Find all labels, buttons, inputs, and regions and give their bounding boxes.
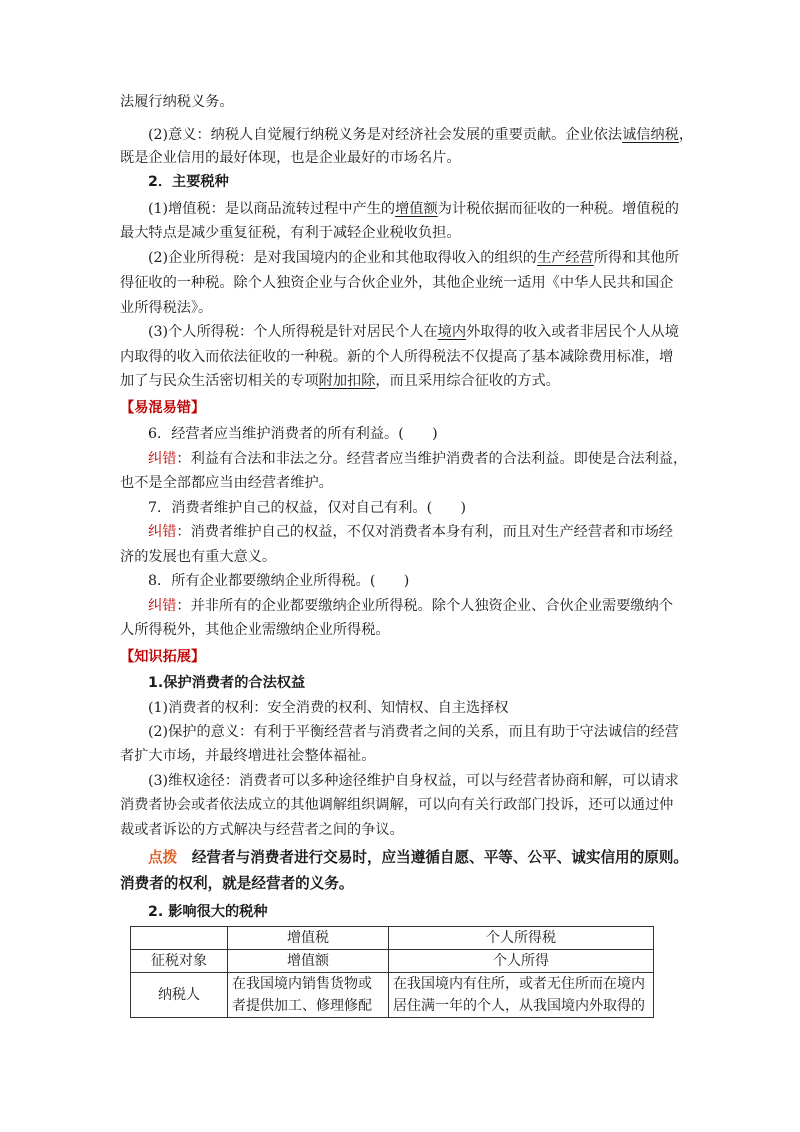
corporate-line-1: (2)企业所得税：是对我国境内的企业和其他取得收入的组织的生产经营所得和其他所 bbox=[148, 250, 679, 266]
tip-label: 点拨 bbox=[148, 849, 178, 866]
correction-label: 纠错 bbox=[148, 524, 177, 540]
table-header-row bbox=[131, 927, 654, 950]
channels-line-3: 裁或者诉讼的方式解决与经营者之间的争议。 bbox=[120, 822, 404, 838]
meaning-line-2: 既是企业信用的最好体现，也是企业最好的市场名片。 bbox=[120, 150, 461, 166]
extension-heading: 【知识拓展】 bbox=[120, 649, 206, 665]
consumer-heading: 1.保护消费者的合法权益 bbox=[148, 675, 306, 691]
table-cell: 增值税 bbox=[228, 927, 389, 950]
table-row bbox=[131, 950, 654, 973]
table-cell: 增值额 bbox=[228, 950, 389, 973]
correction-6-line-1: 纠错：利益有合法和非法之分。经营者应当维护消费者的合法利益。即使是合法利益， bbox=[148, 451, 688, 467]
correction-7-line-2: 济的发展也有重大意义。 bbox=[120, 549, 277, 565]
correction-8-line-1: 纠错：并非所有的企业都要缴纳企业所得税。除个人独资企业、合伙企业需要缴纳个 bbox=[148, 598, 673, 614]
tip-line-2: 消费者的权利，就是经营者的义务。 bbox=[120, 875, 354, 892]
correction-8-line-2: 人所得税外，其他企业需缴纳企业所得税。 bbox=[120, 622, 390, 638]
table-cell: 在我国境内销售货物或 者提供加工、修理修配 bbox=[228, 973, 389, 1018]
significance-line-2: 者扩大市场，并最终增进社会整体福祉。 bbox=[120, 748, 376, 764]
table-cell bbox=[131, 927, 228, 950]
table-cell: 征税对象 bbox=[131, 950, 228, 973]
vat-line-1: (1)增值税：是以商品流转过程中产生的增值额为计税依据而征收的一种税。增值税的 bbox=[148, 201, 679, 217]
taxes-heading: 2. 影响很大的税种 bbox=[148, 904, 268, 920]
confusion-heading: 【易混易错】 bbox=[120, 400, 206, 416]
tax-comparison-table bbox=[130, 926, 654, 1018]
correction-label: 纠错 bbox=[148, 451, 177, 467]
underlined-term: 增值额 bbox=[395, 201, 438, 217]
correction-7-line-1: 纠错：消费者维护自己的权益，不仅对消费者本身有利，而且对生产经营者和市场经 bbox=[148, 524, 673, 540]
personal-line-1: (3)个人所得税：个人所得税是针对居民个人在境内外取得的收入或者非居民个人从境 bbox=[148, 324, 679, 340]
table-row bbox=[131, 973, 654, 1018]
significance-line-1: (2)保护的意义：有利于平衡经营者与消费者之间的关系，而且有助于守法诚信的经营 bbox=[148, 724, 679, 740]
tip-line-1: 点拨 经营者与消费者进行交易时，应当遵循自愿、平等、公平、诚实信用的原则。 bbox=[148, 849, 689, 866]
channels-line-1: (3)维权途径：消费者可以多种途径维护自身权益，可以与经营者协商和解，可以请求 bbox=[148, 773, 679, 789]
personal-line-2: 内取得的收入而依法征收的一种税。新的个人所得税法不仅提高了基本减除费用标准，增 bbox=[120, 349, 674, 365]
table-cell: 个人所得税 bbox=[389, 927, 654, 950]
underlined-term: 诚信纳税 bbox=[622, 127, 679, 143]
table-cell: 纳税人 bbox=[131, 973, 228, 1018]
correction-label: 纠错 bbox=[148, 598, 177, 614]
corporate-line-2: 得征收的一种税。除个人独资企业与合伙企业外，其他企业统一适用《中华人民共和国企 bbox=[120, 275, 674, 291]
vat-line-2: 最大特点是减少重复征税，有利于减轻企业税收负担。 bbox=[120, 225, 461, 241]
question-6: 6．经营者应当维护消费者的所有利益。( ) bbox=[148, 426, 438, 442]
intro-tail: 法履行纳税义务。 bbox=[120, 94, 234, 110]
corporate-line-3: 业所得税法》。 bbox=[120, 300, 213, 316]
table-cell: 在我国境内有住所，或者无住所而在境内 居住满一年的个人，从我国境内外取得的 bbox=[389, 973, 654, 1018]
question-8: 8．所有企业都要缴纳企业所得税。( ) bbox=[148, 573, 410, 589]
correction-6-line-2: 也不是全部都应当由经营者维护。 bbox=[120, 475, 333, 491]
channels-line-2: 消费者协会或者依法成立的其他调解组织调解，可以向有关行政部门投诉，还可以通过仲 bbox=[120, 797, 674, 813]
underlined-term: 附加扣除 bbox=[318, 373, 376, 389]
main-taxes-heading: 2．主要税种 bbox=[148, 174, 229, 190]
table-cell: 个人所得 bbox=[389, 950, 654, 973]
meaning-line-1: (2)意义：纳税人自觉履行纳税义务是对经济社会发展的重要贡献。企业依法诚信纳税， bbox=[148, 127, 694, 143]
question-7: 7．消费者维护自己的权益，仅对自己有利。( ) bbox=[148, 500, 467, 516]
underlined-term: 境内 bbox=[437, 324, 467, 340]
underlined-term: 生产经营 bbox=[536, 250, 594, 266]
consumer-rights: (1)消费者的权利：安全消费的权利、知情权、自主选择权 bbox=[148, 700, 509, 716]
personal-line-3: 加了与民众生活密切相关的专项附加扣除，而且采用综合征收的方式。 bbox=[120, 373, 560, 389]
